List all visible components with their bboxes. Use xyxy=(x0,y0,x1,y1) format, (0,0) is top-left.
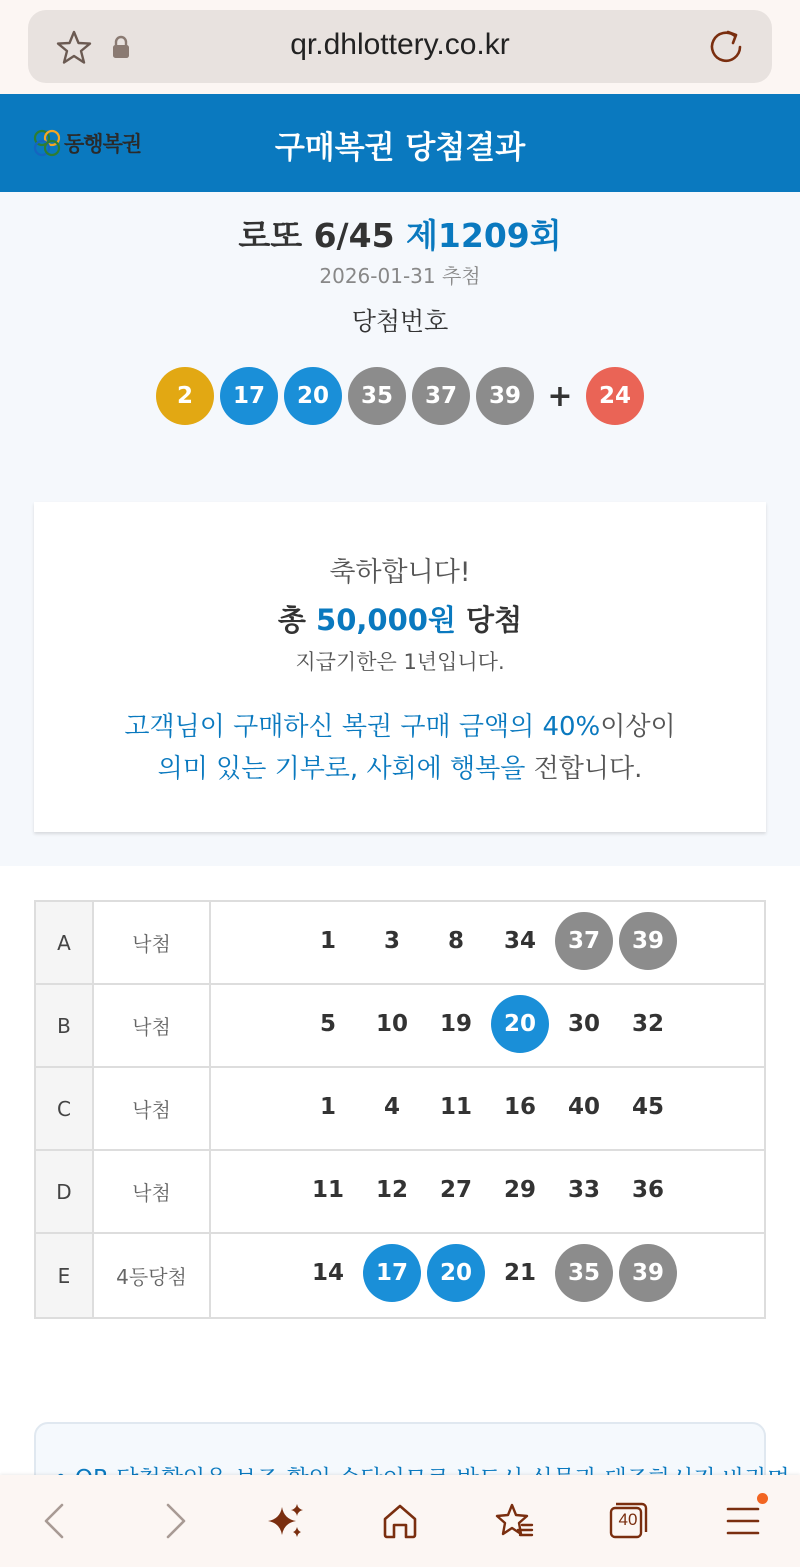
draw-date: 2026-01-31 추첨 xyxy=(319,264,481,288)
draw-round: 제1209회 xyxy=(406,216,562,255)
prize-amount: 50,000원 xyxy=(316,603,456,637)
game-numbers xyxy=(211,985,764,1066)
browser-bottom-nav xyxy=(0,1475,800,1567)
winning-ball: 17 xyxy=(220,367,278,425)
picked-number: 10 xyxy=(375,1011,408,1037)
matched-number: 17 xyxy=(363,1244,421,1302)
matched-number: 39 xyxy=(619,1244,677,1302)
picked-number: 16 xyxy=(503,1094,536,1120)
picked-number: 3 xyxy=(383,928,400,954)
bookmark-star-icon[interactable] xyxy=(494,1501,534,1541)
picked-number: 29 xyxy=(503,1177,536,1203)
matched-number: 20 xyxy=(491,995,549,1053)
game-result: 낙첨 xyxy=(94,1068,211,1149)
picked-number: 14 xyxy=(311,1260,344,1286)
game-result: 낙첨 xyxy=(94,902,211,983)
game-numbers xyxy=(211,902,764,983)
donation-message xyxy=(34,706,766,790)
picked-number: 32 xyxy=(631,1011,664,1037)
picked-number: 1 xyxy=(319,928,336,954)
game-numbers xyxy=(211,1068,764,1149)
winning-ball: 39 xyxy=(476,367,534,425)
notification-dot xyxy=(757,1493,768,1504)
winning-ball: 35 xyxy=(348,367,406,425)
winning-numbers-label: 당첨번호 xyxy=(351,307,449,336)
donation-line2-highlight: 의미 있는 기부로, 사회에 행복을 xyxy=(157,754,526,784)
picked-number: 27 xyxy=(439,1177,472,1203)
game-result: 4등당첨 xyxy=(94,1234,211,1317)
bonus-ball: 24 xyxy=(586,367,644,425)
back-icon[interactable] xyxy=(36,1501,76,1541)
game-label: B xyxy=(36,985,94,1066)
picked-number: 4 xyxy=(383,1094,400,1120)
reload-icon[interactable] xyxy=(706,27,746,67)
picked-number: 8 xyxy=(447,928,464,954)
hamburger-icon xyxy=(724,1501,764,1541)
donation-line2-rest: 전합니다. xyxy=(525,754,643,784)
game-label: D xyxy=(36,1151,94,1232)
game-result: 낙첨 xyxy=(94,1151,211,1232)
game-numbers xyxy=(211,1151,764,1232)
prize-total xyxy=(34,598,766,639)
url-text[interactable]: qr.dhlottery.co.kr xyxy=(290,28,510,61)
menu-icon[interactable] xyxy=(724,1501,764,1541)
picked-number: 19 xyxy=(439,1011,472,1037)
picked-number: 40 xyxy=(567,1094,600,1120)
picked-number: 21 xyxy=(503,1260,536,1286)
winning-ball: 20 xyxy=(284,367,342,425)
app-header xyxy=(0,94,800,192)
browser-toolbar xyxy=(0,0,800,94)
congrats-text: 축하합니다! xyxy=(329,557,471,588)
home-icon[interactable] xyxy=(380,1501,420,1541)
game-label: C xyxy=(36,1068,94,1149)
donation-line1-rest: 이상이 xyxy=(600,712,676,742)
game-result: 낙첨 xyxy=(94,985,211,1066)
game-label: A xyxy=(36,902,94,983)
game-row xyxy=(36,1234,764,1317)
picked-number: 33 xyxy=(567,1177,600,1203)
plus-sign: + xyxy=(547,378,573,414)
matched-number: 35 xyxy=(555,1244,613,1302)
purchased-games-table xyxy=(34,900,766,1319)
game-name: 로또 6/45 xyxy=(238,216,395,255)
matched-number: 39 xyxy=(619,912,677,970)
donation-line1-highlight: 고객님이 구매하신 복권 구매 금액의 40% xyxy=(124,712,601,742)
matched-number: 20 xyxy=(427,1244,485,1302)
prize-suffix: 당첨 xyxy=(455,603,523,637)
picked-number: 45 xyxy=(631,1094,664,1120)
winning-ball: 37 xyxy=(412,367,470,425)
tab-count: 40 xyxy=(618,1510,638,1529)
picked-number: 12 xyxy=(375,1177,408,1203)
winning-numbers xyxy=(0,367,800,425)
picked-number: 5 xyxy=(319,1011,336,1037)
picked-number: 30 xyxy=(567,1011,600,1037)
game-label: E xyxy=(36,1234,94,1317)
picked-number: 34 xyxy=(503,928,536,954)
result-card xyxy=(34,502,766,832)
picked-number: 1 xyxy=(319,1094,336,1120)
picked-number: 36 xyxy=(631,1177,664,1203)
payment-deadline: 지급기한은 1년입니다. xyxy=(295,650,505,674)
game-row xyxy=(36,985,764,1068)
game-row xyxy=(36,1068,764,1151)
game-row xyxy=(36,902,764,985)
game-row xyxy=(36,1151,764,1234)
matched-number: 37 xyxy=(555,912,613,970)
prize-prefix: 총 xyxy=(277,603,317,637)
sparkle-icon[interactable] xyxy=(266,1501,306,1541)
page-title: 구매복권 당첨결과 xyxy=(274,130,526,166)
winning-ball: 2 xyxy=(156,367,214,425)
logo-text: 동행복권 xyxy=(64,132,142,156)
picked-number: 11 xyxy=(439,1094,472,1120)
tabs-icon[interactable] xyxy=(608,1501,648,1541)
forward-icon[interactable] xyxy=(154,1501,194,1541)
game-numbers xyxy=(211,1234,764,1317)
draw-title xyxy=(0,210,800,257)
picked-number: 11 xyxy=(311,1177,344,1203)
address-bar[interactable] xyxy=(28,10,772,83)
